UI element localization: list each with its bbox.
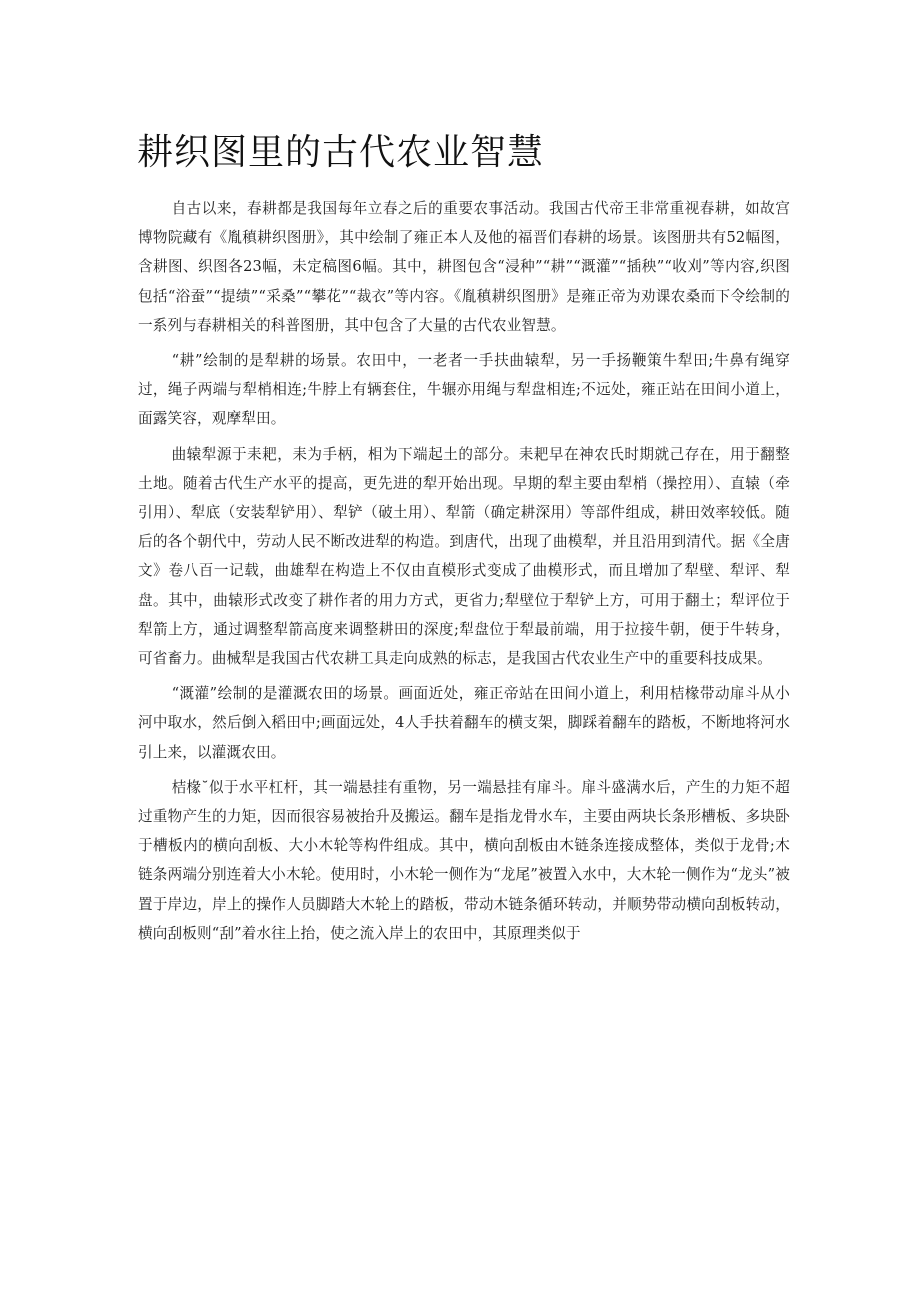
paragraph-water-lift: 桔椽˘似于水平杠杆，其一端悬挂有重物，另一端悬挂有扉斗。扉斗盛满水后，产生的力矩不超过重物产生的力矩，因而很容易被抬升及搬运。翻车是指龙骨水车，主要由两块长条形槽板、多块卧于槽板内的横向刮板、大小木轮等构件组成。其中，横向刮板由木链条连接成整体，类似于龙骨;木链条两端分别连着大小木轮。使用时，小木轮一侧作为“龙尾”被置入水中，大木轮一侧作为“龙头”被置于岸边，岸上的操作人员脚踏大木轮上的踏板，带动木链条循环转动，并顺势带动横向刮板转动，横向刮板则“刮”着水往上抬，使之流入岸上的农田中，其原理类似于 [138, 778, 790, 942]
paragraph-intro: 自古以来，春耕都是我国每年立春之后的重要农事活动。我国古代帝王非常重视春耕，如故宫博物院藏有《胤稹耕织图册》，其中绘制了雍正本人及他的福晋们春耕的场景。该图册共有52幅图，含耕图、织图各23幅，未定稿图6幅。其中，耕图包含“浸种”“耕”“溉灌”“插秧”“收刈”等内容,织图包括“浴蚕”“提绩”“采桑”“攀花”“裁衣”等内容。《胤稹耕织图册》是雍正帝为劝课农桑而下令绘制的一系列与春耕相关的科普图册，其中包含了大量的古代农业智慧。 [138, 200, 790, 334]
page-title: 耕织图里的古代农业智慧 [137, 132, 545, 173]
article-body [138, 194, 790, 948]
paragraph-curved-plow: 曲辕犁源于耒耙，耒为手柄，相为下端起土的部分。耒耙早在神农氏时期就己存在，用于翻整土地。随着古代生产水平的提高，更先进的犁开始出现。早期的犁主要由犁梢（操控用）、直辕（牵引用）、犁底（安装犁铲用）、犁铲（破土用）、犁箭（确定耕深用）等部件组成，耕田效率较低。随后的各个朝代中，劳动人民不断改进犁的构造。到唐代，出现了曲模犁，并且沿用到清代。据《全唐文》卷八百一记载，曲雄犁在构造上不仅由直模形式变成了曲模形式，而且增加了犁壁、犁评、犁盘。其中，曲辕形式改变了耕作者的用力方式，更省力;犁壁位于犁铲上方，可用于翻土；犁评位于犁箭上方，通过调整犁箭高度来调整耕田的深度;犁盘位于犁最前端，用于拉接牛朝，便于牛转身，可省畜力。曲械犁是我国古代农耕工具走向成熟的标志，是我国古代农业生产中的重要科技成果。 [138, 445, 790, 668]
paragraph-plowing-scene: “耕”绘制的是犁耕的场景。农田中，一老者一手扶曲辕犁，另一手扬鞭策牛犁田;牛鼻有绳穿过，绳子两端与犁梢相连;牛脖上有辆套住，牛辗亦用绳与犁盘相连;不远处，雍正站在田间小道上，面露笑容，观摩犁田。 [138, 352, 790, 428]
paragraph-irrigation-scene: “溉灌”绘制的是灌溉农田的场景。画面近处，雍正帝站在田间小道上，利用桔椽带动扉斗从小河中取水，然后倒入稻田中;画面远处，4人手扶着翻车的横支架，脚踩着翻车的踏板，不断地将河水引上来，以灌溉农田。 [138, 685, 790, 761]
